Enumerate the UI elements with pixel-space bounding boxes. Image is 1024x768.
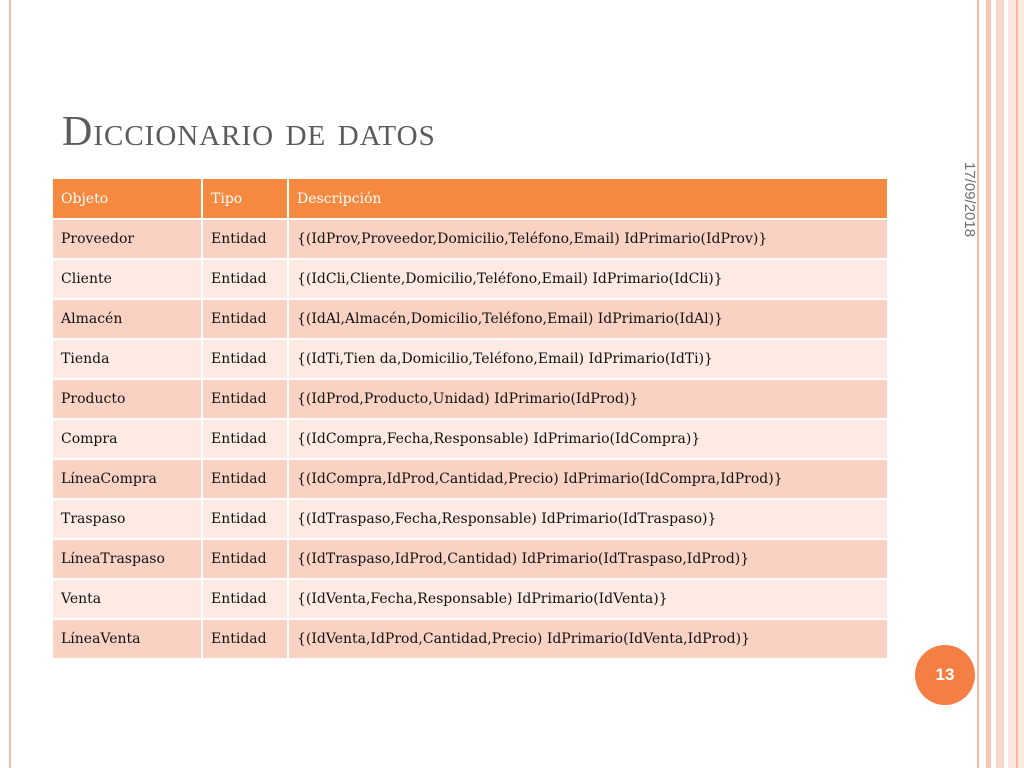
cell-tipo: Entidad (202, 259, 288, 299)
cell-objeto: Cliente (52, 259, 202, 299)
cell-descripcion: {(IdProd,Producto,Unidad) IdPrimario(IdProd)} (288, 379, 888, 419)
cell-descripcion: {(IdTraspaso,Fecha,Responsable) IdPrimario(IdTraspaso)} (288, 499, 888, 539)
slide-date: 17/09/2018 (961, 162, 978, 238)
table-row (52, 219, 888, 259)
cell-objeto: Venta (52, 579, 202, 619)
right-decorative-stripe (1016, 0, 1018, 768)
cell-tipo: Entidad (202, 499, 288, 539)
cell-objeto: LíneaTraspaso (52, 539, 202, 579)
cell-tipo: Entidad (202, 539, 288, 579)
table-row (52, 339, 888, 379)
cell-objeto: Traspaso (52, 499, 202, 539)
cell-descripcion: {(IdVenta,Fecha,Responsable) IdPrimario(IdVenta)} (288, 579, 888, 619)
cell-objeto: LíneaCompra (52, 459, 202, 499)
cell-objeto: Proveedor (52, 219, 202, 259)
header-tipo: Tipo (202, 178, 288, 219)
cell-descripcion: {(IdAl,Almacén,Domicilio,Teléfono,Email) IdPrimario(IdAl)} (288, 299, 888, 339)
cell-objeto: Almacén (52, 299, 202, 339)
cell-tipo: Entidad (202, 459, 288, 499)
cell-descripcion: {(IdCli,Cliente,Domicilio,Teléfono,Email) IdPrimario(IdCli)} (288, 259, 888, 299)
table-row (52, 259, 888, 299)
cell-tipo: Entidad (202, 339, 288, 379)
cell-tipo: Entidad (202, 299, 288, 339)
cell-descripcion: {(IdCompra,Fecha,Responsable) IdPrimario(IdCompra)} (288, 419, 888, 459)
table-row (52, 299, 888, 339)
table-header-row (52, 178, 888, 219)
right-decorative-stripe (996, 0, 1004, 768)
page-number-badge: 13 (915, 645, 975, 705)
cell-descripcion: {(IdVenta,IdProd,Cantidad,Precio) IdPrimario(IdVenta,IdProd)} (288, 619, 888, 659)
cell-descripcion: {(IdTraspaso,IdProd,Cantidad) IdPrimario(IdTraspaso,IdProd)} (288, 539, 888, 579)
cell-tipo: Entidad (202, 219, 288, 259)
table-row (52, 459, 888, 499)
data-dictionary-table (51, 177, 889, 660)
cell-tipo: Entidad (202, 579, 288, 619)
cell-descripcion: {(IdCompra,IdProd,Cantidad,Precio) IdPrimario(IdCompra,IdProd)} (288, 459, 888, 499)
cell-tipo: Entidad (202, 619, 288, 659)
cell-objeto: Compra (52, 419, 202, 459)
cell-tipo: Entidad (202, 379, 288, 419)
table-row (52, 619, 888, 659)
cell-objeto: Tienda (52, 339, 202, 379)
header-descripcion: Descripción (288, 178, 888, 219)
table-row (52, 379, 888, 419)
table-row (52, 419, 888, 459)
cell-objeto: Producto (52, 379, 202, 419)
table-row (52, 579, 888, 619)
table-row (52, 499, 888, 539)
left-decorative-line (9, 0, 11, 768)
table-row (52, 539, 888, 579)
header-objeto: Objeto (52, 178, 202, 219)
cell-descripcion: {(IdTi,Tien da,Domicilio,Teléfono,Email) IdPrimario(IdTi)} (288, 339, 888, 379)
cell-objeto: LíneaVenta (52, 619, 202, 659)
cell-tipo: Entidad (202, 419, 288, 459)
cell-descripcion: {(IdProv,Proveedor,Domicilio,Teléfono,Email) IdPrimario(IdProv)} (288, 219, 888, 259)
right-decorative-stripe (986, 0, 991, 768)
slide-title: Diccionario de datos (62, 109, 436, 155)
right-decorative-stripe (977, 0, 979, 768)
